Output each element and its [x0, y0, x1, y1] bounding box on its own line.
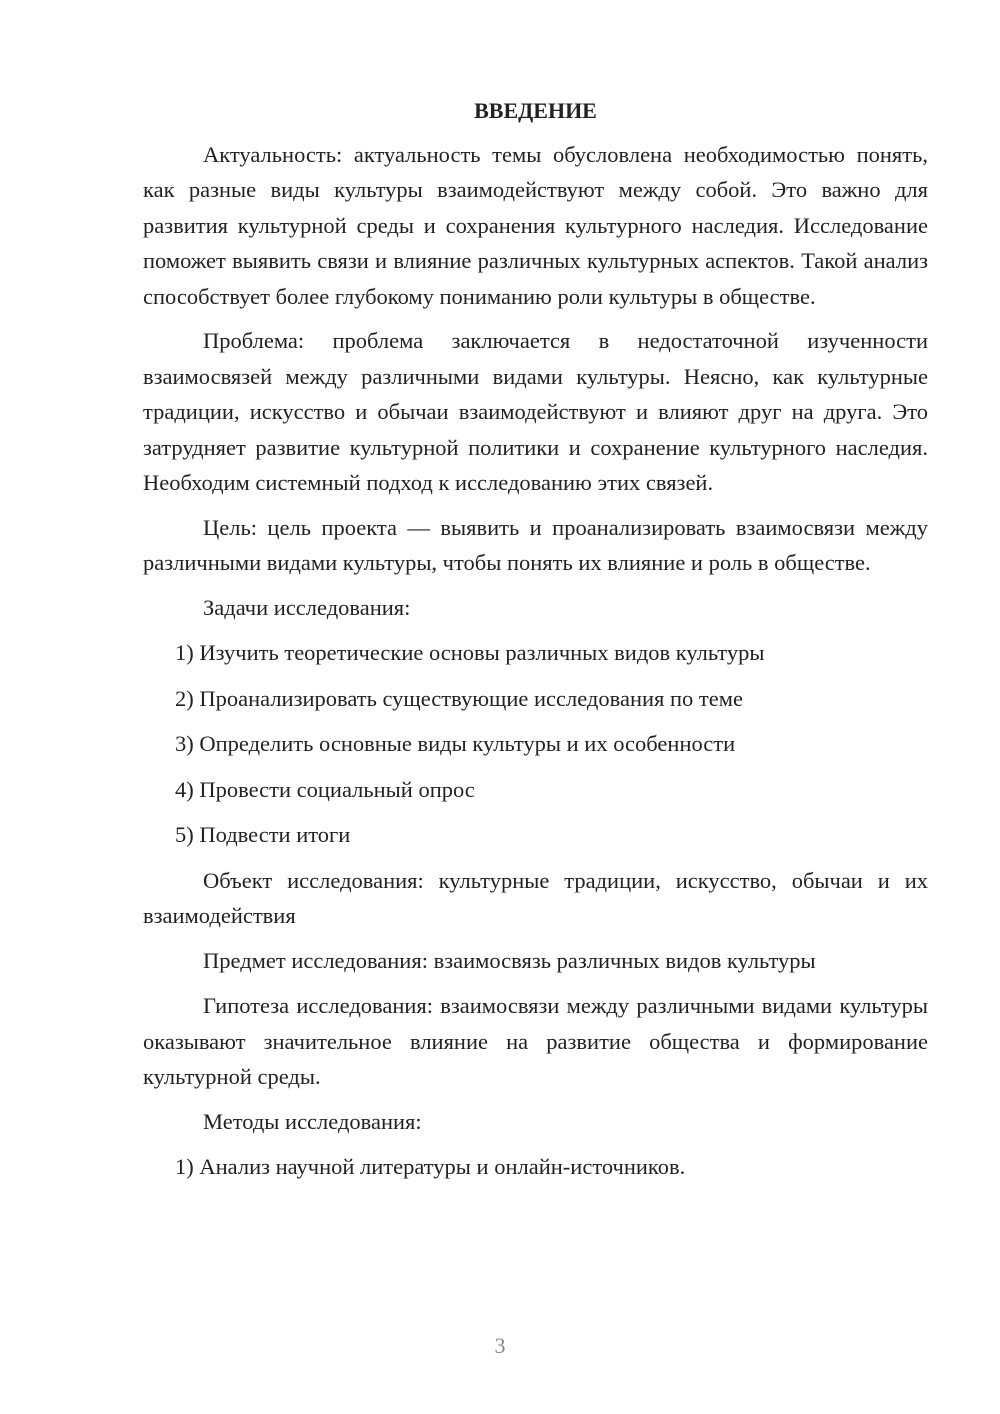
page-number: 3: [494, 1333, 506, 1358]
method-item: 1) Анализ научной литературы и онлайн-источников.: [175, 1154, 686, 1179]
problem-paragraph: Проблема: проблема заключается в недостаточной изученности взаимосвязей между различными видами культуры. Неясно, как культурные традиции, искусство и обычаи взаимодействуют и влияют друг на друга. Это затрудняет развитие культурной политики и сохранение культурного наследия. Необходим системный подход к исследованию этих связей.: [143, 328, 928, 495]
methods-heading: Методы исследования:: [203, 1108, 422, 1134]
subject-paragraph: Предмет исследования: взаимосвязь различных видов культуры: [203, 947, 816, 973]
task-item: 1) Изучить теоретические основы различных видов культуры: [175, 640, 765, 665]
object-paragraph: Объект исследования: культурные традиции, искусство, обычаи и их взаимодействия: [143, 867, 928, 928]
task-item: 4) Провести социальный опрос: [175, 776, 475, 802]
task-item: 2) Проанализировать существующие исследования по теме: [175, 685, 743, 711]
tasks-heading: Задачи исследования:: [203, 594, 411, 620]
relevance-paragraph: Актуальность: актуальность темы обусловлена необходимостью понять, как разные виды культуры взаимодействуют между собой. Это важно для развития культурной среды и сохранения культурного наследия. Исследование поможет выявить связи и влияние различных культурных аспектов. Такой анализ способствует более глубокому пониманию роли культуры в обществе.: [143, 141, 928, 309]
goal-paragraph: Цель: цель проекта — выявить и проанализировать взаимосвязи между различными видами культуры, чтобы понять их влияние и роль в обществе.: [143, 514, 928, 575]
page-content: [143, 93, 928, 1195]
task-item: 3) Определить основные виды культуры и их особенности: [175, 731, 736, 756]
task-item: 5) Подвести итоги: [175, 822, 351, 847]
hypothesis-paragraph: Гипотеза исследования: взаимосвязи между различными видами культуры оказывают значительное влияние на развитие общества и формирование культурной среды.: [143, 993, 928, 1089]
page-title: ВВЕДЕНИЕ: [474, 98, 597, 123]
